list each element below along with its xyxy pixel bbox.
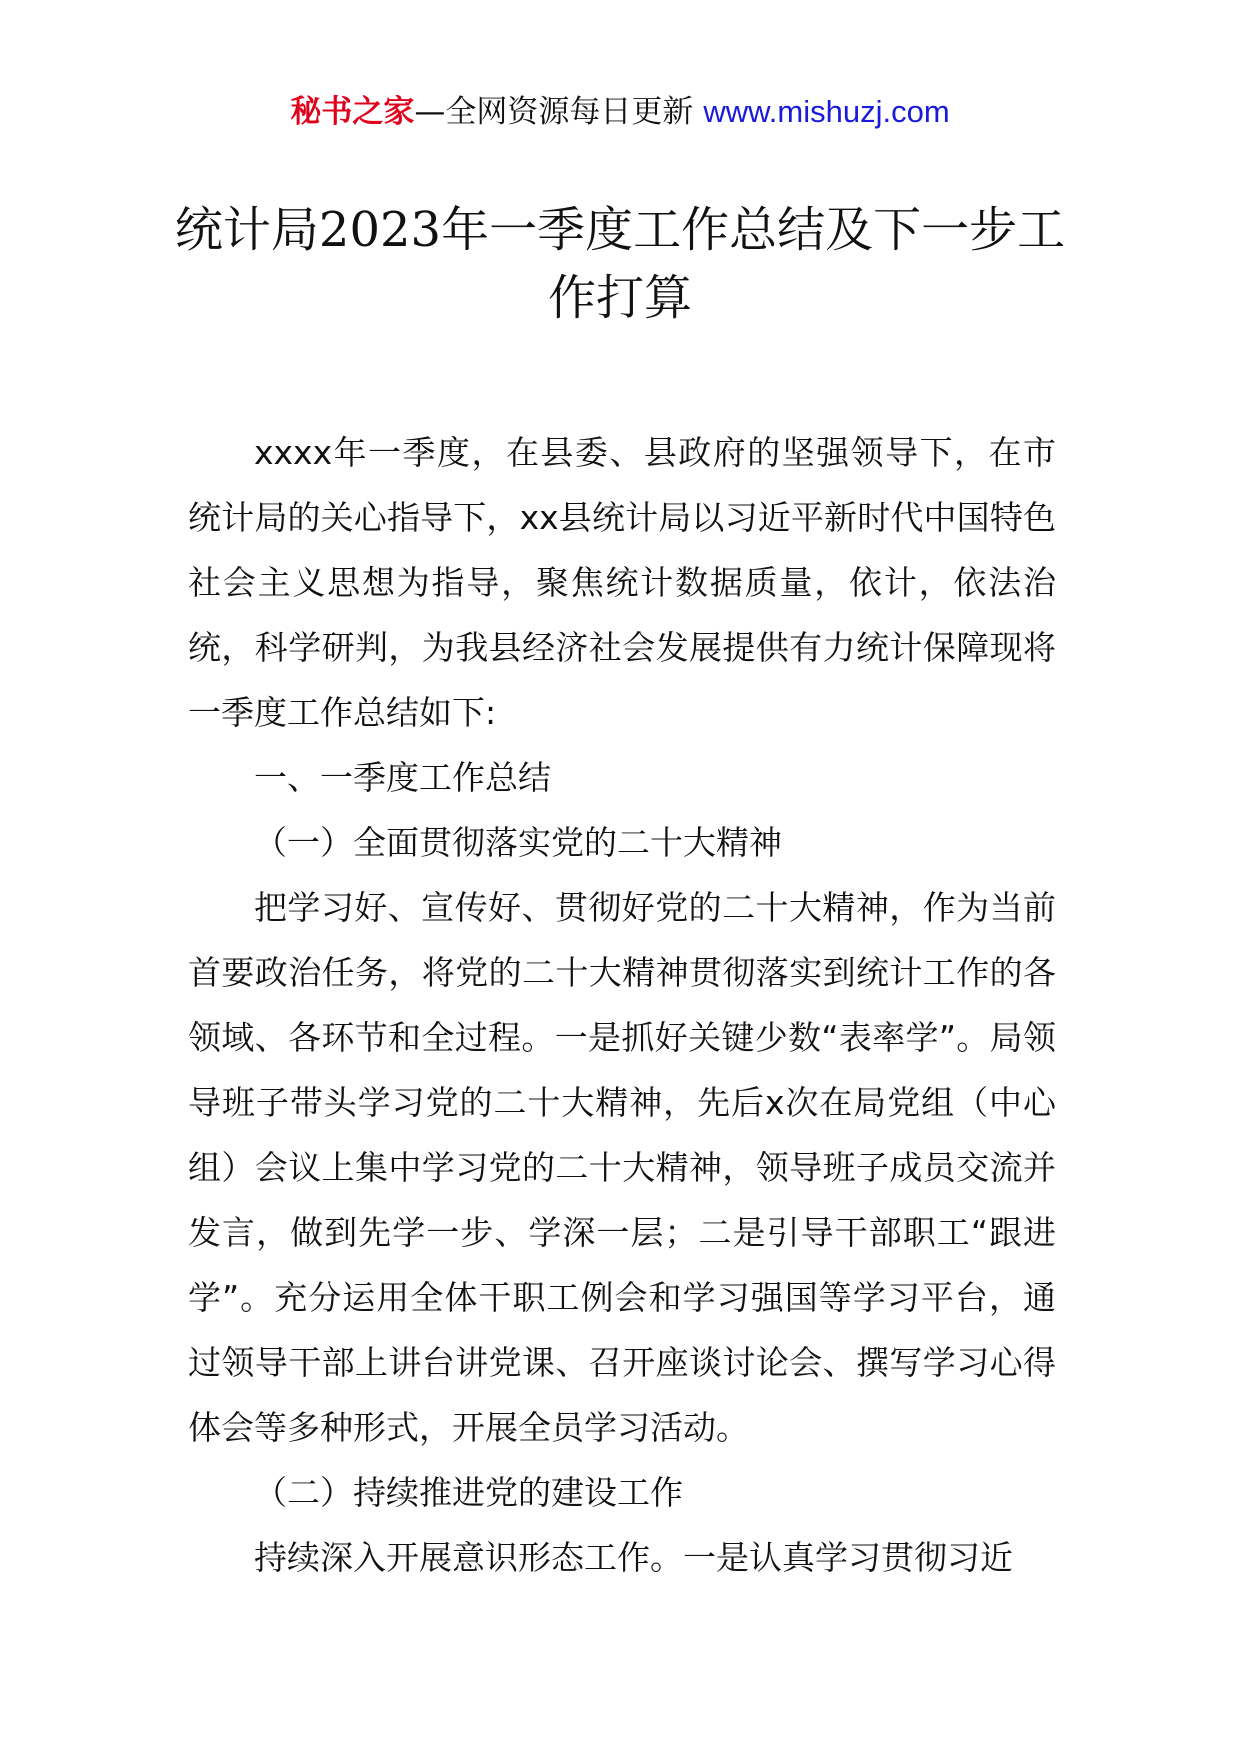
document-body bbox=[188, 420, 1056, 1590]
body-paragraph-1: 把学习好、宣传好、贯彻好党的二十大精神，作为当前首要政治任务，将党的二十大精神贯彻落实到统计工作的各领域、各环节和全过程。一是抓好关键少数“表率学”。局领导班子带头学习党的二十大精神，先后x次在局党组（中心组）会议上集中学习党的二十大精神，领导班子成员交流并发言，做到先学一步、学深一层；二是引导干部职工“跟进学”。充分运用全体干职工例会和学习强国等学习平台，通过领导干部上讲台讲党课、召开座谈讨论会、撰写学习心得体会等多种形式，开展全员学习活动。 bbox=[188, 888, 1056, 1447]
subsection-heading-1: （一）全面贯彻落实党的二十大精神 bbox=[254, 823, 782, 862]
site-name: 秘书之家 bbox=[290, 94, 415, 130]
site-url-link[interactable]: www.mishuzj.com bbox=[703, 94, 950, 129]
site-tagline: —全网资源每日更新 bbox=[414, 94, 694, 130]
intro-paragraph: xxxx年一季度，在县委、县政府的坚强领导下，在市统计局的关心指导下，xx县统计局以习近平新时代中国特色社会主义思想为指导，聚焦统计数据质量，依计，依法治统，科学研判，为我县经济社会发展提供有力统计保障现将一季度工作总结如下: bbox=[188, 433, 1056, 732]
section-heading-1: 一、一季度工作总结 bbox=[254, 758, 551, 797]
site-banner bbox=[0, 92, 1240, 132]
subsection-heading-2: （二）持续推进党的建设工作 bbox=[254, 1473, 683, 1512]
body-paragraph-2: 持续深入开展意识形态工作。一是认真学习贯彻习近 bbox=[254, 1538, 1013, 1577]
document-title: 统计局2023年一季度工作总结及下一步工作打算 bbox=[174, 202, 1066, 326]
